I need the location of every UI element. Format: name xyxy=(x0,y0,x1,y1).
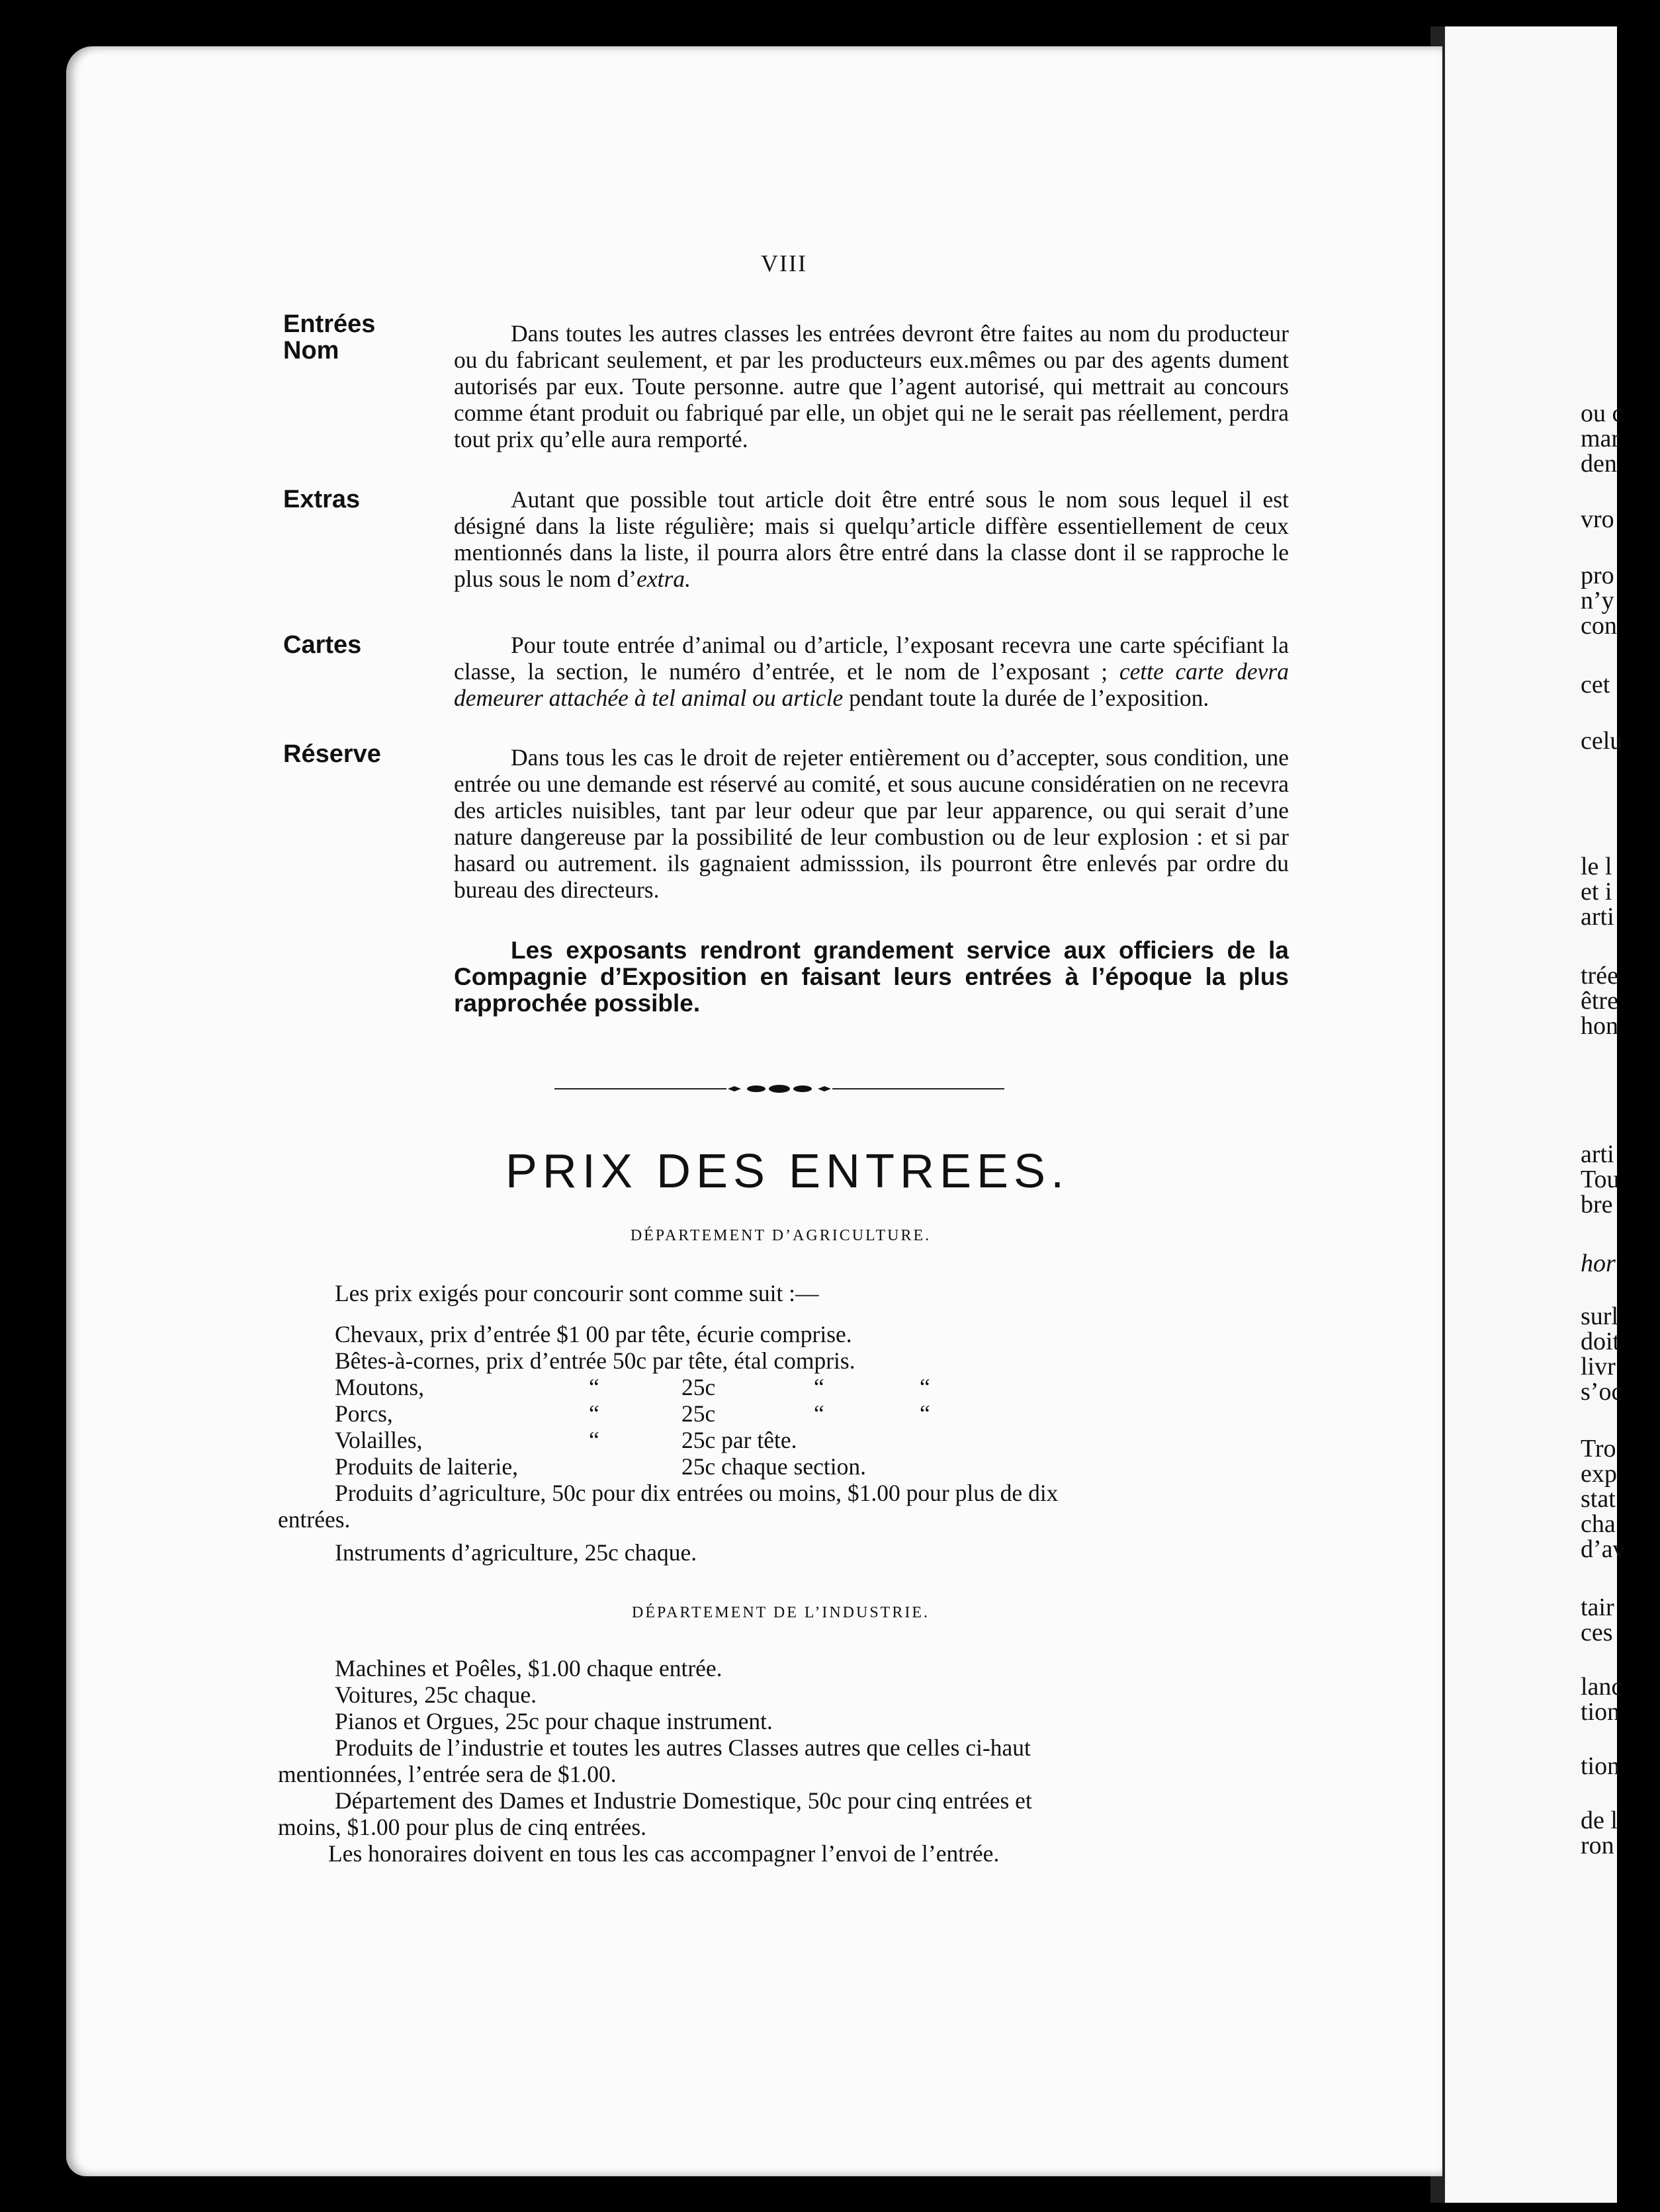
ind-line-produits-cont: mentionnées, l’entrée sera de $1.00. xyxy=(278,1761,617,1787)
facing-page-fragment: exp xyxy=(1581,1460,1617,1488)
fee-price: 25c xyxy=(681,1400,716,1427)
fee-ditto: “ xyxy=(589,1374,599,1400)
facing-page-fragment: pro xyxy=(1581,562,1614,589)
facing-page-fragment: Tro xyxy=(1581,1435,1616,1463)
fee-ditto: “ xyxy=(920,1400,930,1427)
rule-entrees-text: Dans toutes les autres classes les entrées devront être faites au nom du producteur ou du fabricant seulement, et par les producteurs eux.mêmes ou par des agents dument autorisés par eux. Toute personne. autre que l’agent autorisé, qui mettrait au concours comme étant produit ou fabriqué par elle, un objet qui ne le serait pas réellement, perdra tout prix qu’elle aura remporté. xyxy=(454,320,1289,452)
ind-line-machines: Machines et Poêles, $1.00 chaque entrée. xyxy=(335,1655,722,1681)
fee-label: Porcs, xyxy=(335,1400,393,1427)
fee-label: Produits de laiterie, xyxy=(335,1453,519,1480)
facing-page-fragment: hon xyxy=(1581,1012,1618,1040)
sidehead-entrees: Entrées xyxy=(283,310,376,338)
facing-page-fragment: den xyxy=(1581,450,1617,478)
facing-page-fragment: hor xyxy=(1581,1250,1616,1277)
facing-page-fragment: n’y xyxy=(1581,587,1614,615)
agri-line-betes: Bêtes-à-cornes, prix d’entrée 50c par tête, étal compris. xyxy=(335,1347,855,1374)
rule-reserve-text: Dans tous les cas le droit de rejeter entièrement ou d’accepter, sous condition, une entrée ou une demande est réservé au comité, et sous aucune considératien on ne recevra des articles nuisibles, tant par leur odeur que par leur apparence, ou qui serait d’une nature dangereuse par la possibilité de leur combustion ou de leur explosion : et si par hasard ou autrement. ils gagnaient admisssion, ils pourront être enlevés par ordre du bureau des directeurs. xyxy=(454,744,1289,903)
facing-page-fragment: con xyxy=(1581,612,1617,640)
agri-line-chevaux: Chevaux, prix d’entrée $1 00 par tête, écurie comprise. xyxy=(335,1321,852,1347)
page-number: VIII xyxy=(761,250,807,276)
fee-price: 25c par tête. xyxy=(681,1427,797,1453)
fee-ditto: “ xyxy=(589,1427,599,1453)
agri-line-instruments: Instruments d’agriculture, 25c chaque. xyxy=(335,1539,697,1566)
facing-page-fragment: celu xyxy=(1581,727,1623,755)
facing-page-fragment: tair xyxy=(1581,1594,1614,1621)
ind-line-voitures: Voitures, 25c chaque. xyxy=(335,1681,537,1708)
facing-page-fragment: ces xyxy=(1581,1619,1613,1646)
facing-page-fragment: bre xyxy=(1581,1191,1613,1218)
rule-cartes-text: Pour toute entrée d’animal ou d’article, l’exposant recevra une carte spécifiant la classe, la section, le numéro d’entrée, et le nom de l’exposant ; cette carte devra demeurer attachée à tel animal ou article pendant toute la durée de l’exposition. xyxy=(454,632,1289,711)
facing-page-fragment: s’oc xyxy=(1581,1378,1623,1406)
sidehead-cartes: Cartes xyxy=(283,631,362,659)
fee-ditto: “ xyxy=(814,1374,824,1400)
ind-line-dames-cont: moins, $1.00 pour plus de cinq entrées. xyxy=(278,1814,647,1840)
ind-line-produits: Produits de l’industrie et toutes les autres Classes autres que celles ci-haut xyxy=(335,1734,1031,1761)
dept-agriculture-heading: DÉPARTEMENT D’AGRICULTURE. xyxy=(630,1227,932,1244)
fee-ditto: “ xyxy=(814,1400,824,1427)
facing-page-fragment: tion xyxy=(1581,1698,1620,1726)
notice-text: Les exposants rendront grandement service aux officiers de la Compagnie d’Exposition en faisant leurs entrées à l’époque la plus rapprochée possible. xyxy=(454,937,1289,1017)
sidehead-extras: Extras xyxy=(283,486,361,513)
facing-page-fragment: être xyxy=(1581,987,1618,1015)
facing-page-fragment: de l xyxy=(1581,1807,1618,1834)
fee-label: Volailles, xyxy=(335,1427,423,1453)
facing-page-fragment: le l xyxy=(1581,853,1612,880)
facing-page-fragment: lanc xyxy=(1581,1673,1623,1701)
facing-page-fragment: cha xyxy=(1581,1510,1616,1538)
facing-page-fragment: cet xyxy=(1581,671,1610,699)
facing-page-fragment: doit xyxy=(1581,1328,1620,1355)
sidehead-nom: Nom xyxy=(283,337,339,364)
facing-page-fragment: livr xyxy=(1581,1353,1616,1381)
facing-page-fragment: tion xyxy=(1581,1752,1620,1780)
dept-industry-heading: DÉPARTEMENT DE L’INDUSTRIE. xyxy=(631,1604,930,1621)
facing-page-fragment: Tou xyxy=(1581,1166,1620,1193)
facing-page-fragment: et i xyxy=(1581,878,1612,906)
ind-line-honoraires: Les honoraires doivent en tous les cas accompagner l’envoi de l’entrée. xyxy=(328,1840,1000,1867)
section-title: PRIX DES ENTREES. xyxy=(505,1145,1070,1198)
facing-page-fragment: arti xyxy=(1581,1140,1614,1168)
facing-page-fragment: ron xyxy=(1581,1832,1614,1859)
fee-price: 25c xyxy=(681,1374,716,1400)
agri-line-produits-cont: entrées. xyxy=(278,1506,351,1533)
fee-ditto: “ xyxy=(920,1374,930,1400)
fee-ditto: “ xyxy=(589,1400,599,1427)
facing-page-fragment: surl xyxy=(1581,1302,1618,1330)
facing-page-fragment: mar xyxy=(1581,425,1620,452)
rule-extras-text: Autant que possible tout article doit être entré sous le nom sous lequel il est désigné dans la liste régulière; mais si quelqu’article diffère essentiellement de ceux mentionnés dans la liste, il pourra alors être entré dans la classe dont il se rapproche le plus sous le nom d’extra. xyxy=(454,486,1289,592)
facing-page-fragment: stat xyxy=(1581,1485,1616,1513)
facing-page-fragment: vro xyxy=(1581,505,1614,533)
ind-line-pianos: Pianos et Orgues, 25c pour chaque instrument. xyxy=(335,1708,773,1734)
facing-page-fragment: ou c xyxy=(1581,400,1624,427)
facing-page-fragment: trée xyxy=(1581,962,1618,990)
fee-label: Moutons, xyxy=(335,1374,425,1400)
facing-page-fragment: arti xyxy=(1581,903,1614,931)
agri-intro: Les prix exigés pour concourir sont comme suit :— xyxy=(335,1280,819,1306)
facing-page xyxy=(1445,26,1626,2203)
fee-price: 25c chaque section. xyxy=(681,1453,866,1480)
ind-line-dames: Département des Dames et Industrie Domestique, 50c pour cinq entrées et xyxy=(335,1787,1032,1814)
sidehead-reserve: Réserve xyxy=(283,740,381,768)
ornamental-divider xyxy=(554,1085,1004,1093)
facing-page-fragment: d’av xyxy=(1581,1535,1626,1563)
agri-line-produits: Produits d’agriculture, 50c pour dix entrées ou moins, $1.00 pour plus de dix xyxy=(335,1480,1059,1506)
